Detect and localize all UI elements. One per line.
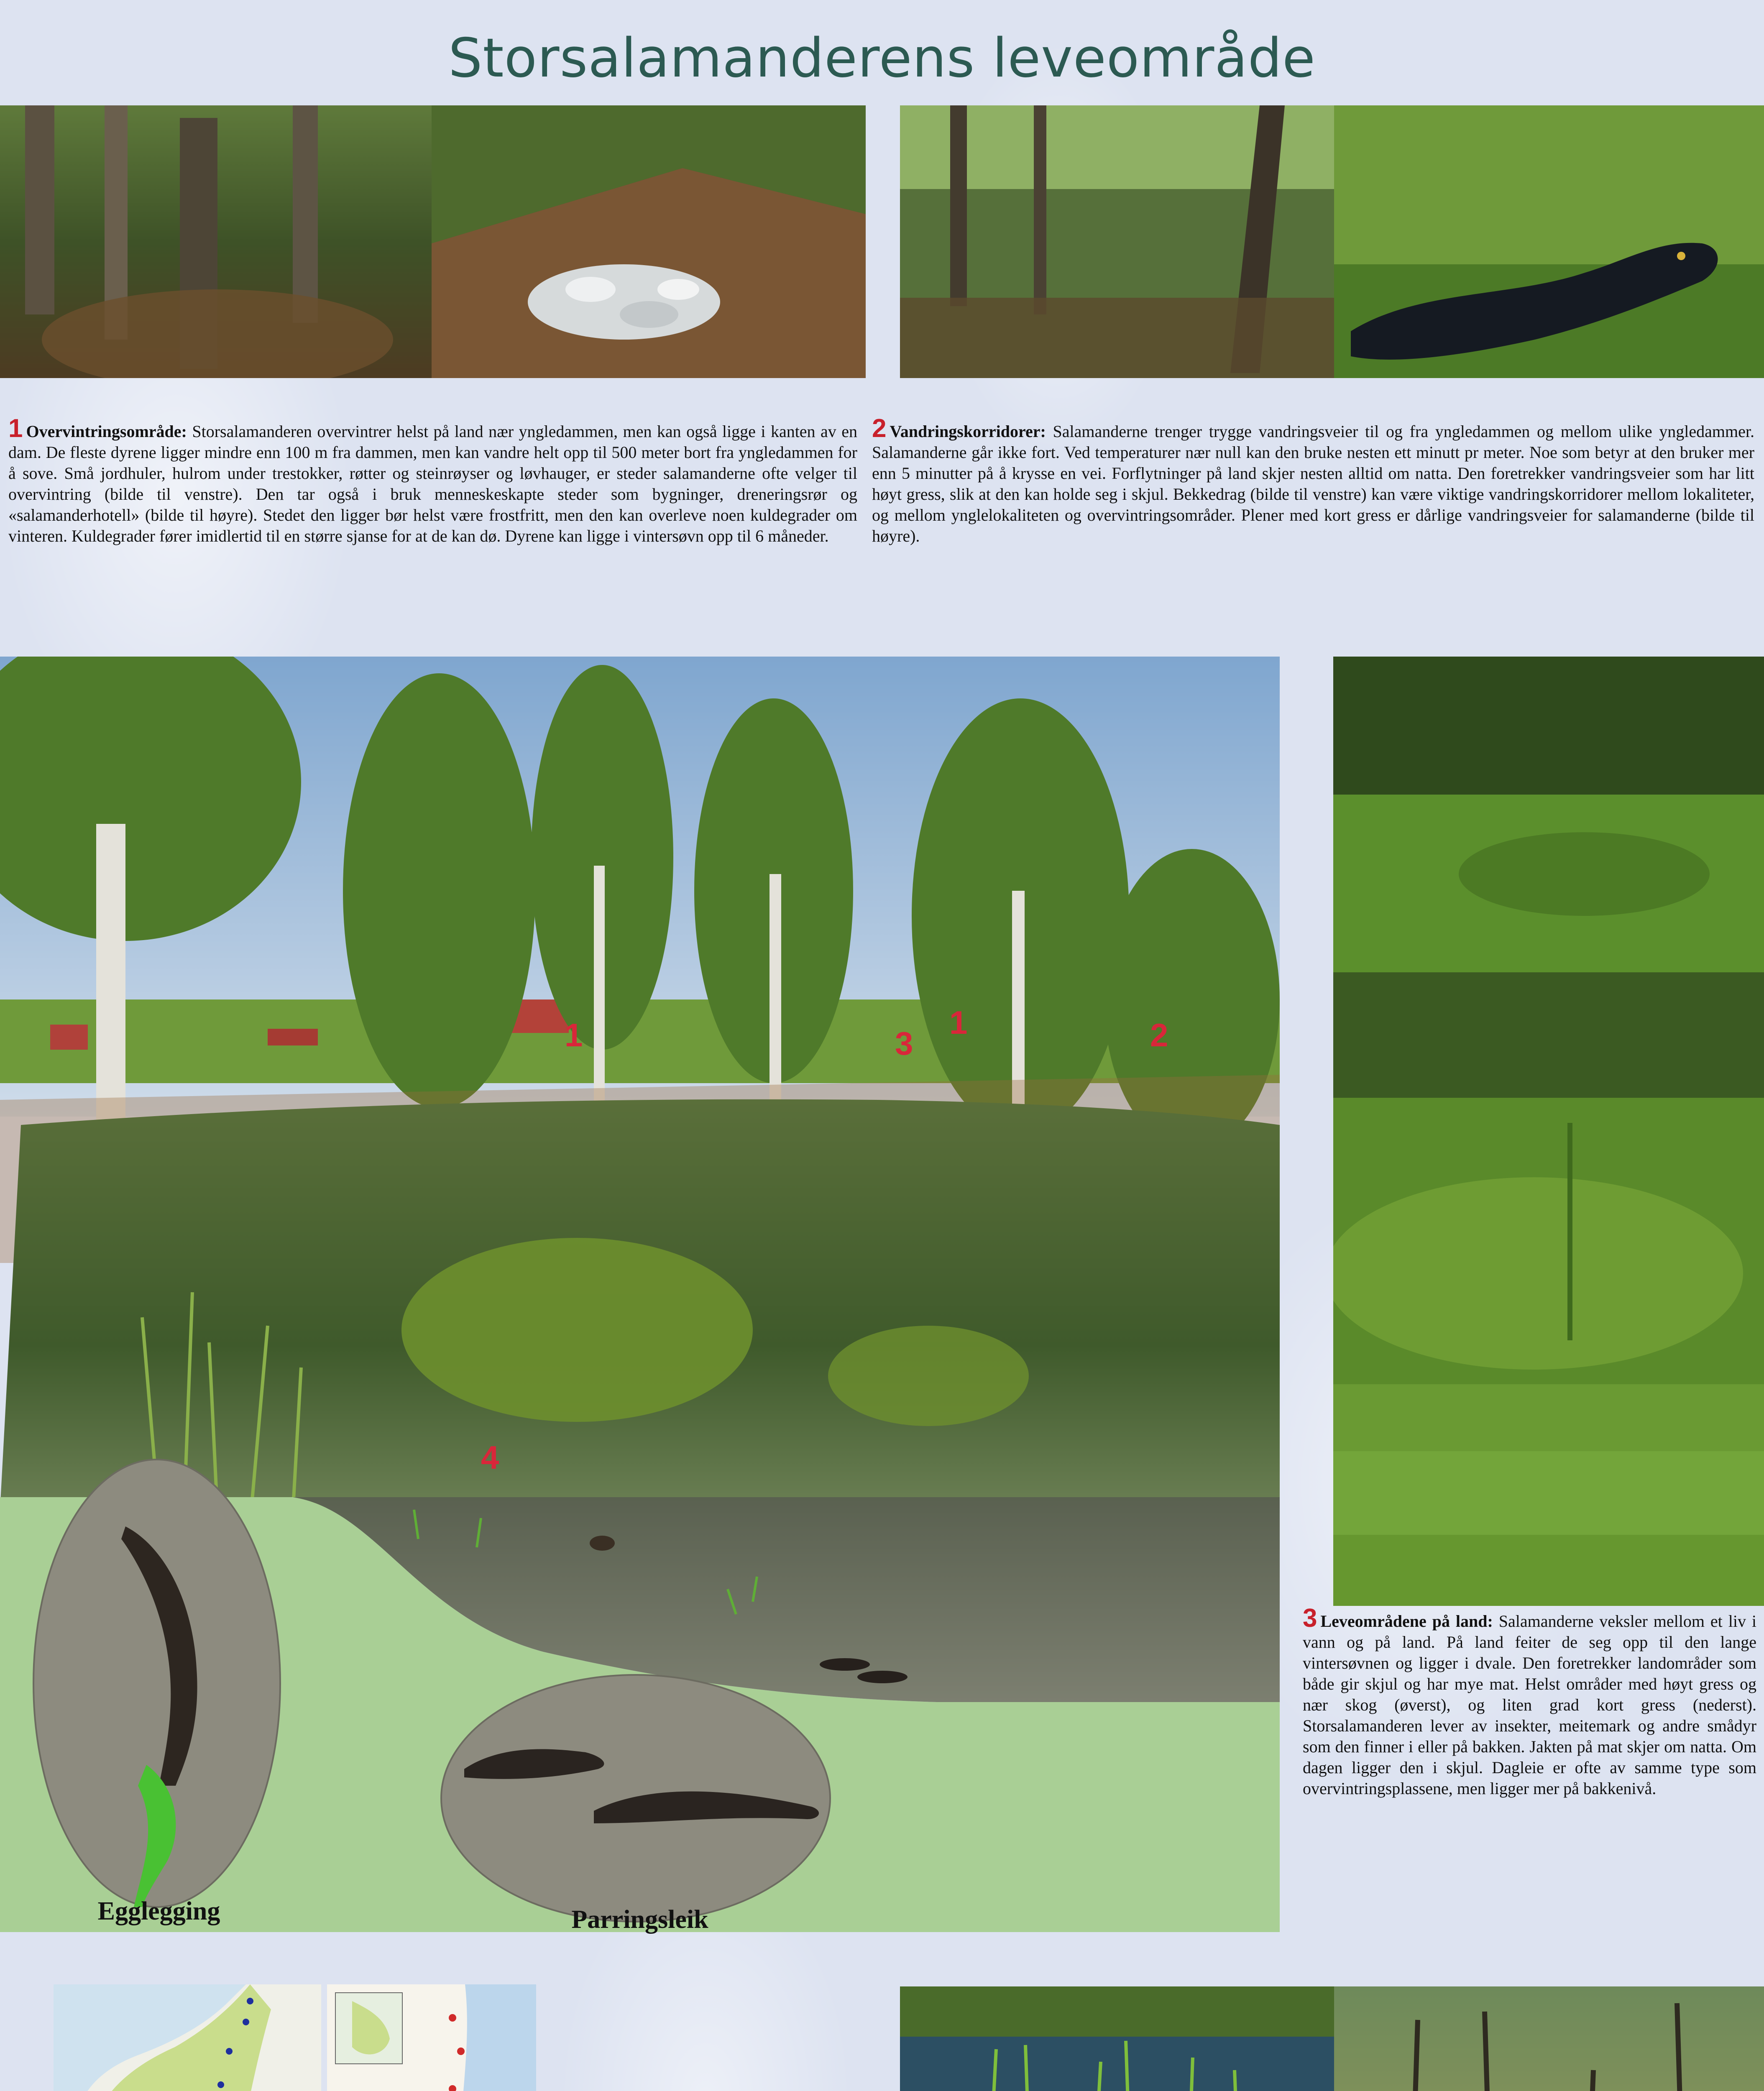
map-norway <box>54 1984 321 2091</box>
section-body: Salamanderne trenger trygge vandringsveier til og fra yngledammen og mellom ulike yngledammer. Salamanderne går ikke fort. Ved temperaturer nær null kan den bruke nesten ett minutt pr meter. Noe som betyr at den bruker mer enn 5 minutter på å krysse en vei. Forflytninger på land skjer nesten alltid om natta. Den foretrekker vandringsveier som har litt høyt gress, slik at den kan holde seg i skjul. Bekkedrag (bilde til venstre) kan være viktige vandringskorridorer mellom lokaliteter, og mellom ynglelokaliteten og overvintringsområder. Plener med kort gress er dårlige vandringsveier for salamanderne (bilde til høyre). <box>872 422 1754 545</box>
photo-tree-roots <box>0 105 432 378</box>
section-number: 2 <box>872 414 887 443</box>
pond-marker-3: 3 <box>895 1025 913 1062</box>
caption-egg-laying: Egglegging <box>97 1897 220 1925</box>
section-land-habitat <box>1303 1604 1757 1799</box>
photo-short-lawn <box>1333 1384 1764 1606</box>
photo-meadow-edge <box>1333 972 1764 1384</box>
photo-salamander-grass <box>1334 105 1764 378</box>
section-heading: Leveområdene på land: <box>1320 1612 1493 1631</box>
section-heading: Overvintringsområde: <box>26 422 187 441</box>
caption-mating-display: Parringsleik <box>571 1905 708 1934</box>
pond-marker-2: 2 <box>1150 1017 1168 1053</box>
photo-salamander-hotel <box>432 105 866 378</box>
photo-underwater-pond <box>1334 1986 1764 2091</box>
section-body: Salamanderne veksler mellom et liv i vann og på land. På land feiter de seg opp til den lange vintersøvnen og ligger i dvale. Den foretrekker landområder som både gir skjul og har mye mat. Helst områder med høyt gress og nær skog (øverst), og liten grad kort gress (nederst). Storsalamanderen lever av insekter, meitemark og andre smådyr som den finner i eller på bakken. Jakten på mat skjer om natta. Om dagen ligger den i skjul. Dagleie er ofte av samme type som overvintringsplassene, men ligger mer på bakkenivå. <box>1303 1612 1757 1798</box>
section-number: 1 <box>8 414 23 443</box>
pond-marker-1a: 1 <box>565 1017 583 1053</box>
section-overwintering <box>8 414 857 547</box>
pond-marker-1b: 1 <box>949 1004 968 1041</box>
pond-scene <box>0 657 1280 1932</box>
section-body: Storsalamanderen overvintrer helst på land nær yngledammen, men kan også ligge i kanten av en dam. De fleste dyrene ligger mindre enn 100 m fra dammen, men kan vandre helt opp til 500 meter bort fra yngledammen for å sove. Små jordhuler, hulrom under trestokker, røtter og steinrøyser og løvhauger, er steder salamanderne ofte velger til overvintring (bilde til venstre). Den tar også i bruk menneskeskapte steder som bygninger, dreneringsrør og «salamanderhotell» (bilde til høyre). Stedet den ligger bør helst være frostfritt, men den kan overleve noen kuldegrader om vinteren. Kuldegrader fører imidlertid til en større sjanse for at de kan dø. Dyrene kan ligge i vintersøvn opp til 6 måneder. <box>8 422 857 545</box>
section-number: 3 <box>1303 1604 1317 1633</box>
page-title: Storsalamanderens leveområde <box>448 27 1316 89</box>
section-heading: Vandringskorridorer: <box>890 422 1046 441</box>
pond-marker-4: 4 <box>481 1439 499 1476</box>
photo-stream-corridor <box>900 105 1334 378</box>
photo-pond-vegetation <box>900 1986 1334 2091</box>
map-lier <box>327 1984 536 2091</box>
section-corridors <box>872 414 1754 547</box>
photo-tall-grass-forest <box>1333 657 1764 972</box>
